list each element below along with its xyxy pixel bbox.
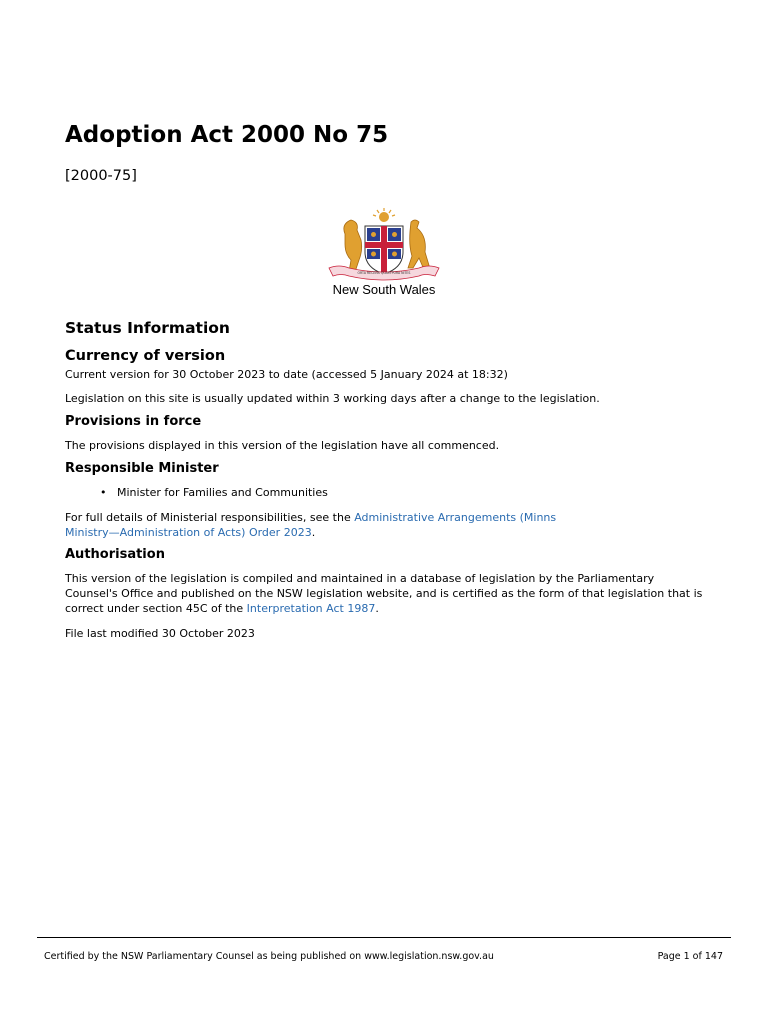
authorisation-heading: Authorisation [65, 547, 165, 562]
provisions-heading: Provisions in force [65, 414, 202, 429]
document-title: Adoption Act 2000 No 75 [65, 122, 389, 148]
interpretation-act-link[interactable]: Interpretation Act 1987 [246, 602, 376, 615]
footer-certification: Certified by the NSW Parliamentary Counsel as being published on www.legislation.nsw.gov.au [44, 951, 494, 962]
authorisation-text [65, 571, 705, 616]
coat-of-arms [0, 206, 768, 284]
status-heading: Status Information [65, 319, 230, 337]
minister-details [65, 510, 585, 540]
nsw-crest-icon [325, 206, 443, 284]
footer-divider [37, 937, 731, 938]
lion-icon [344, 220, 362, 272]
minister-item: Minister for Families and Communities [117, 486, 328, 499]
page-indicator: Page 1 of 147 [657, 951, 723, 962]
jurisdiction-label: New South Wales [332, 282, 436, 297]
file-modified: File last modified 30 October 2023 [65, 627, 255, 640]
kangaroo-icon [408, 220, 431, 272]
provisions-text: The provisions displayed in this version of the legislation have all commenced. [65, 439, 500, 452]
currency-heading: Currency of version [65, 348, 226, 364]
sun-icon [373, 208, 395, 222]
document-number: [2000-75] [65, 168, 137, 184]
bullet-icon: • [100, 486, 107, 499]
minister-details-prefix: For full details of Ministerial responsibilities, see the [65, 511, 355, 524]
authorisation-text-suffix: . [375, 602, 379, 615]
admin-arrangements-link[interactable]: Administrative Arrangements (Minns Ministry—Administration of Acts) Order 2023 [65, 511, 557, 539]
crest-motto: ORTA RECENS QUAM PURA NITES [357, 271, 411, 275]
minister-details-suffix: . [311, 526, 316, 539]
currency-line-1: Current version for 30 October 2023 to date (accessed 5 January 2024 at 18:32) [65, 368, 508, 381]
currency-line-2: Legislation on this site is usually updated within 3 working days after a change to the legislation. [65, 392, 600, 405]
authorisation-text-prefix: This version of the legislation is compiled and maintained in a database of legislation by the Parliamentary Counsel's Office and published on the NSW legislation website, and is certified as the form of that legislation that is correct under section 45C of the [65, 572, 703, 615]
minister-heading: Responsible Minister [65, 461, 219, 476]
